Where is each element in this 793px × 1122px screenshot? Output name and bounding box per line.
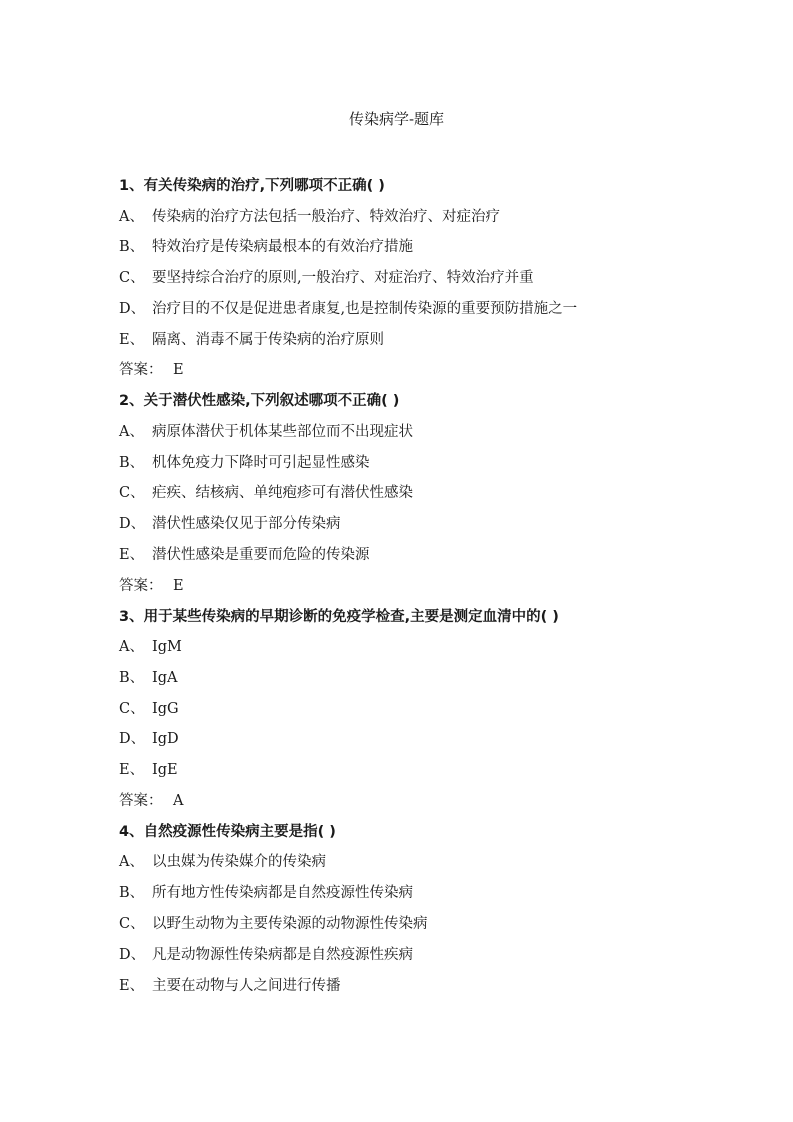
question-stem: 4、自然疫源性传染病主要是指( ) — [119, 823, 336, 840]
option-letter: C、 — [119, 485, 145, 502]
option-text: IgD — [152, 731, 179, 748]
answer-label: 答案： — [119, 577, 163, 594]
question-3 — [119, 602, 739, 817]
question-stem: 1、有关传染病的治疗,下列哪项不正确( ) — [119, 178, 385, 194]
option-b — [119, 232, 739, 263]
option-text: 主要在动物与人之间进行传播 — [152, 977, 341, 994]
option-text: 机体免疫力下降时可引起显性感染 — [152, 454, 370, 471]
option-text: 凡是动物源性传染病都是自然疫源性疾病 — [152, 946, 413, 963]
question-stem: 3、用于某些传染病的早期诊断的免疫学检查,主要是测定血清中的( ) — [119, 608, 559, 625]
option-letter: C、 — [119, 270, 145, 287]
option-letter: D、 — [119, 516, 146, 533]
option-letter: C、 — [119, 700, 145, 717]
option-letter: B、 — [119, 669, 145, 686]
option-c — [119, 694, 739, 725]
option-letter: D、 — [119, 300, 146, 317]
option-letter: B、 — [119, 239, 145, 256]
option-text: 潜伏性感染是重要而危险的传染源 — [152, 546, 370, 563]
option-d — [119, 940, 739, 971]
option-a — [119, 847, 739, 878]
option-b — [119, 663, 739, 694]
option-a — [119, 417, 739, 448]
answer-line — [119, 571, 739, 602]
question-2 — [119, 386, 739, 601]
answer-value: E — [173, 577, 184, 594]
option-a — [119, 202, 739, 233]
option-text: IgM — [152, 639, 182, 656]
option-letter: C、 — [119, 915, 145, 932]
option-e — [119, 755, 739, 786]
question-1 — [119, 171, 739, 386]
option-c — [119, 909, 739, 940]
option-text: 疟疾、结核病、单纯疱疹可有潜伏性感染 — [152, 485, 413, 502]
option-letter: E、 — [119, 331, 145, 348]
option-text: 隔离、消毒不属于传染病的治疗原则 — [152, 331, 384, 348]
answer-label: 答案： — [119, 362, 163, 379]
option-letter: D、 — [119, 946, 146, 963]
question-stem: 2、关于潜伏性感染,下列叙述哪项不正确( ) — [119, 393, 400, 410]
option-text: 特效治疗是传染病最根本的有效治疗措施 — [152, 239, 413, 256]
answer-line — [119, 786, 739, 817]
option-letter: B、 — [119, 885, 145, 902]
option-letter: E、 — [119, 546, 145, 563]
option-c — [119, 263, 739, 294]
option-text: 以野生动物为主要传染源的动物源性传染病 — [152, 915, 428, 932]
answer-line — [119, 355, 739, 386]
option-text: 所有地方性传染病都是自然疫源性传染病 — [152, 885, 413, 902]
page-title: 传染病学-题库 — [348, 110, 445, 128]
option-e — [119, 325, 739, 356]
option-text: 潜伏性感染仅见于部分传染病 — [152, 516, 341, 533]
option-text: 要坚持综合治疗的原则,一般治疗、对症治疗、特效治疗并重 — [152, 270, 534, 287]
question-4 — [119, 817, 739, 1001]
option-text: 传染病的治疗方法包括一般治疗、特效治疗、对症治疗 — [152, 208, 500, 225]
option-letter: E、 — [119, 977, 145, 994]
option-letter: A、 — [119, 423, 144, 440]
option-letter: A、 — [119, 639, 144, 656]
option-letter: D、 — [119, 731, 146, 748]
option-text: 治疗目的不仅是促进患者康复,也是控制传染源的重要预防措施之一 — [152, 300, 578, 317]
option-text: IgA — [152, 669, 178, 686]
option-letter: A、 — [119, 208, 144, 225]
option-d — [119, 724, 739, 755]
option-text: IgE — [152, 762, 178, 779]
option-a — [119, 632, 739, 663]
option-letter: B、 — [119, 454, 145, 471]
option-d — [119, 509, 739, 540]
option-text: 以虫媒为传染媒介的传染病 — [152, 854, 326, 871]
option-c — [119, 478, 739, 509]
answer-label: 答案： — [119, 793, 163, 810]
answer-value: A — [173, 793, 184, 810]
option-e — [119, 540, 739, 571]
option-letter: E、 — [119, 762, 145, 779]
option-b — [119, 448, 739, 479]
option-text: 病原体潜伏于机体某些部位而不出现症状 — [152, 423, 413, 440]
option-text: IgG — [152, 700, 179, 717]
option-e — [119, 971, 739, 1002]
option-letter: A、 — [119, 854, 144, 871]
question-list — [119, 171, 739, 1001]
answer-value: E — [173, 362, 184, 379]
option-d — [119, 294, 739, 325]
option-b — [119, 878, 739, 909]
